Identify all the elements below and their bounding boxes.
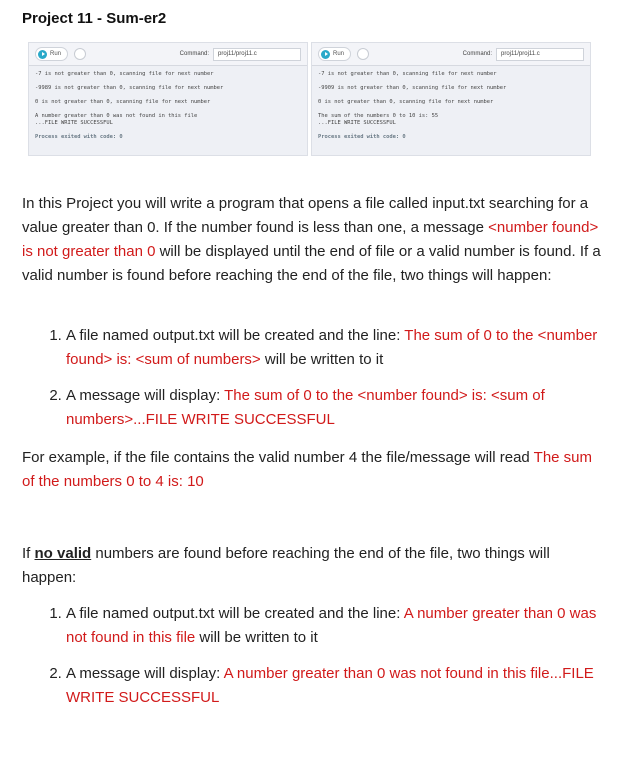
output-line: 0 is not greater than 0, scanning file for next number xyxy=(318,99,494,105)
output-line: -9909 is not greater than 0, scanning file for next number xyxy=(318,85,507,91)
output-line: -7 is not greater than 0, scanning file for next number xyxy=(35,71,214,77)
list-item: 2. A message will display: The sum of 0 to the <number found> is: <sum of numbers>...FILE WRITE SUCCESSFUL xyxy=(66,384,602,432)
console-panel-right xyxy=(311,42,591,156)
invalid-paragraph: If no valid numbers are found before reaching the end of the file, two things will happen: xyxy=(22,545,550,586)
run-button[interactable] xyxy=(318,47,351,61)
play-icon xyxy=(321,50,330,59)
command-input[interactable]: proj11/proj11.c xyxy=(496,48,584,61)
console-toolbar xyxy=(29,43,307,66)
intro-text: In this Project you will write a program that opens a file called input.txt searching for a value greater than 0. If the number found is less than one, a message xyxy=(22,195,589,236)
run-label: Run xyxy=(333,51,345,57)
exit-status: Process exited with code: 0 xyxy=(318,134,406,140)
output-line: 0 is not greater than 0, scanning file for next number xyxy=(35,99,211,105)
command-label: Command: xyxy=(462,51,492,57)
list-item: 1. A file named output.txt will be created and the line: The sum of 0 to the <number found> is: <sum of numbers> will be written to it xyxy=(66,324,602,372)
command-label: Command: xyxy=(179,51,209,57)
debug-icon[interactable] xyxy=(357,48,369,60)
command-input[interactable]: proj11/proj11.c xyxy=(213,48,301,61)
console-output xyxy=(312,66,590,140)
console-panel-left xyxy=(28,42,308,156)
console-toolbar xyxy=(312,43,590,66)
valid-list xyxy=(22,324,602,432)
invalid-list xyxy=(22,602,602,710)
example-paragraph: For example, if the file contains the valid number 4 the file/message will read The sum of the numbers 0 to 4 is: 10 xyxy=(22,449,593,490)
play-icon xyxy=(38,50,47,59)
output-line: ...FILE WRITE SUCCESSFUL xyxy=(318,120,396,126)
exit-status: Process exited with code: 0 xyxy=(35,134,123,140)
output-line: A number greater than 0 was not found in this file xyxy=(35,113,198,119)
output-line: ...FILE WRITE SUCCESSFUL xyxy=(35,120,113,126)
page-title: Project 11 - Sum-er2 xyxy=(22,10,167,27)
console-output xyxy=(29,66,307,140)
list-item: 1. A file named output.txt will be created and the line: A number greater than 0 was not found in this file will be written to it xyxy=(66,602,602,650)
output-line: -7 is not greater than 0, scanning file for next number xyxy=(318,71,497,77)
output-line: The sum of the numbers 0 to 10 is: 55 xyxy=(318,113,439,119)
intro-red-text: <number found> is not greater than 0 xyxy=(22,219,599,260)
debug-icon[interactable] xyxy=(74,48,86,60)
run-button[interactable] xyxy=(35,47,68,61)
output-line: -9989 is not greater than 0, scanning file for next number xyxy=(35,85,224,91)
list-item: 2. A message will display: A number greater than 0 was not found in this file...FILE WRITE SUCCESSFUL xyxy=(66,662,602,710)
intro-text-2: will be displayed until the end of file or a valid number is found. If a valid number is found before reaching the end of the file, two things will happen: xyxy=(22,243,601,284)
intro-paragraph xyxy=(22,192,602,288)
run-label: Run xyxy=(50,51,62,57)
